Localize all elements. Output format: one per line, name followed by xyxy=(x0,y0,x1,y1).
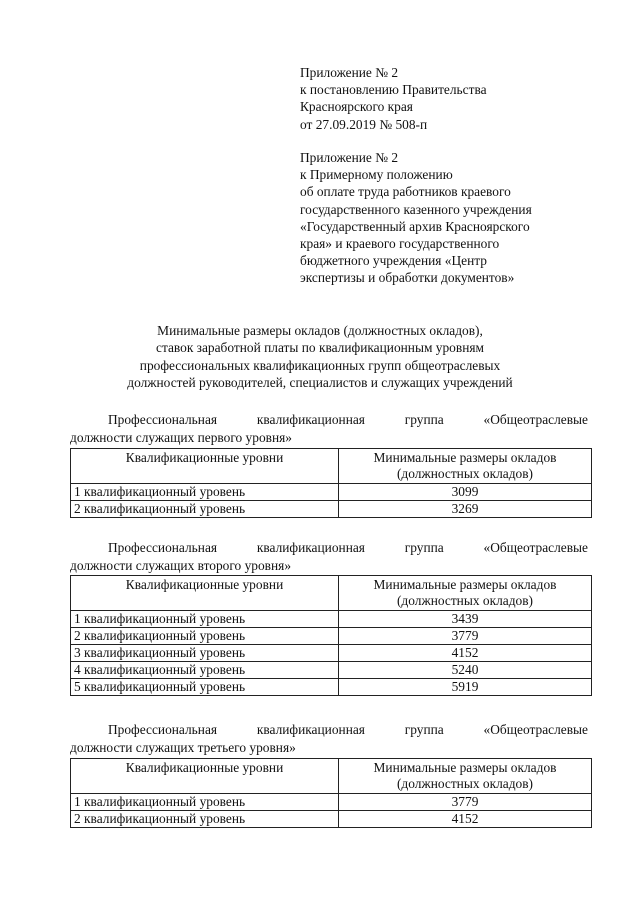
table-row xyxy=(71,794,592,811)
level-cell: 1 квалификационный уровень xyxy=(71,611,339,628)
salary-cell: 3779 xyxy=(339,794,592,811)
title-line: профессиональных квалификационных групп общеотраслевых xyxy=(139,357,501,373)
appendix-line: к постановлению Правительства xyxy=(300,82,487,98)
table-header-row xyxy=(71,759,592,794)
level-cell: 2 квалификационный уровень xyxy=(71,628,339,645)
level-cell: 1 квалификационный уровень xyxy=(71,484,339,501)
appendix-line: экспертизы и обработки документов» xyxy=(300,270,515,286)
appendix-line: Приложение № 2 xyxy=(300,65,399,80)
table-row xyxy=(71,628,592,645)
header-qualification-levels: Квалификационные уровни xyxy=(71,576,339,611)
salary-cell: 3779 xyxy=(339,628,592,645)
appendix-line: об оплате труда работников краевого xyxy=(300,184,511,200)
title-line: должностей руководителей, специалистов и служащих учреждений xyxy=(127,375,513,391)
group-heading-line: Профессиональная квалификационная группа «Общеотраслевые xyxy=(108,722,588,737)
salary-cell: 3439 xyxy=(339,611,592,628)
appendix-line: Красноярского края xyxy=(300,99,413,115)
salary-table-first-level xyxy=(70,448,592,518)
appendix-note-regulation xyxy=(300,149,600,287)
header-minimum-salaries xyxy=(339,759,592,794)
header-line: (должностных окладов) xyxy=(396,776,534,791)
appendix-line: «Государственный архив Красноярского xyxy=(300,218,530,234)
level-cell: 3 квалификационный уровень xyxy=(71,645,339,662)
level-cell: 1 квалификационный уровень xyxy=(71,794,339,811)
salary-cell: 3269 xyxy=(339,501,592,518)
table-row xyxy=(71,662,592,679)
header-line: (должностных окладов) xyxy=(396,466,534,481)
header-line: (должностных окладов) xyxy=(396,593,534,608)
appendix-line: государственного казенного учреждения xyxy=(300,201,532,217)
appendix-line: края» и краевого государственного xyxy=(300,236,500,252)
group-heading-line: должности служащих первого уровня» xyxy=(70,429,292,445)
appendix-line: к Примерному положению xyxy=(300,167,453,183)
level-cell: 2 квалификационный уровень xyxy=(71,501,339,518)
salary-table-second-level xyxy=(70,575,592,696)
title-line: ставок заработной платы по квалификационным уровням xyxy=(156,340,484,356)
appendix-line: Приложение № 2 xyxy=(300,150,399,165)
level-cell: 4 квалификационный уровень xyxy=(71,662,339,679)
appendix-line: бюджетного учреждения «Центр xyxy=(300,253,487,269)
table-row xyxy=(71,501,592,518)
group-heading-third-level xyxy=(70,721,588,756)
level-cell: 5 квалификационный уровень xyxy=(71,679,339,696)
level-cell: 2 квалификационный уровень xyxy=(71,811,339,828)
header-minimum-salaries xyxy=(339,576,592,611)
table-row xyxy=(71,484,592,501)
appendix-line: от 27.09.2019 № 508-п xyxy=(300,116,428,132)
header-qualification-levels: Квалификационные уровни xyxy=(71,759,339,794)
salary-cell: 4152 xyxy=(339,811,592,828)
table-header-row xyxy=(71,576,592,611)
group-heading-line: должности служащих второго уровня» xyxy=(70,557,292,573)
header-minimum-salaries xyxy=(339,449,592,484)
table-row xyxy=(71,811,592,828)
header-qualification-levels: Квалификационные уровни xyxy=(71,449,339,484)
salary-cell: 5240 xyxy=(339,662,592,679)
group-heading-line: Профессиональная квалификационная группа «Общеотраслевые xyxy=(108,540,588,555)
header-line: Минимальные размеры окладов xyxy=(373,577,557,592)
group-heading-line: должности служащих третьего уровня» xyxy=(70,739,296,755)
document-title xyxy=(40,322,600,392)
group-heading-line: Профессиональная квалификационная группа «Общеотраслевые xyxy=(108,412,588,427)
group-heading-first-level xyxy=(70,411,588,446)
salary-cell: 3099 xyxy=(339,484,592,501)
table-row xyxy=(71,611,592,628)
header-line: Минимальные размеры окладов xyxy=(373,760,557,775)
group-heading-second-level xyxy=(70,539,588,574)
table-row xyxy=(71,679,592,696)
table-row xyxy=(71,645,592,662)
salary-cell: 5919 xyxy=(339,679,592,696)
header-line: Минимальные размеры окладов xyxy=(373,450,557,465)
title-line: Минимальные размеры окладов (должностных окладов), xyxy=(157,323,483,338)
salary-table-third-level xyxy=(70,758,592,828)
appendix-note-resolution xyxy=(300,64,600,133)
salary-cell: 4152 xyxy=(339,645,592,662)
table-header-row xyxy=(71,449,592,484)
